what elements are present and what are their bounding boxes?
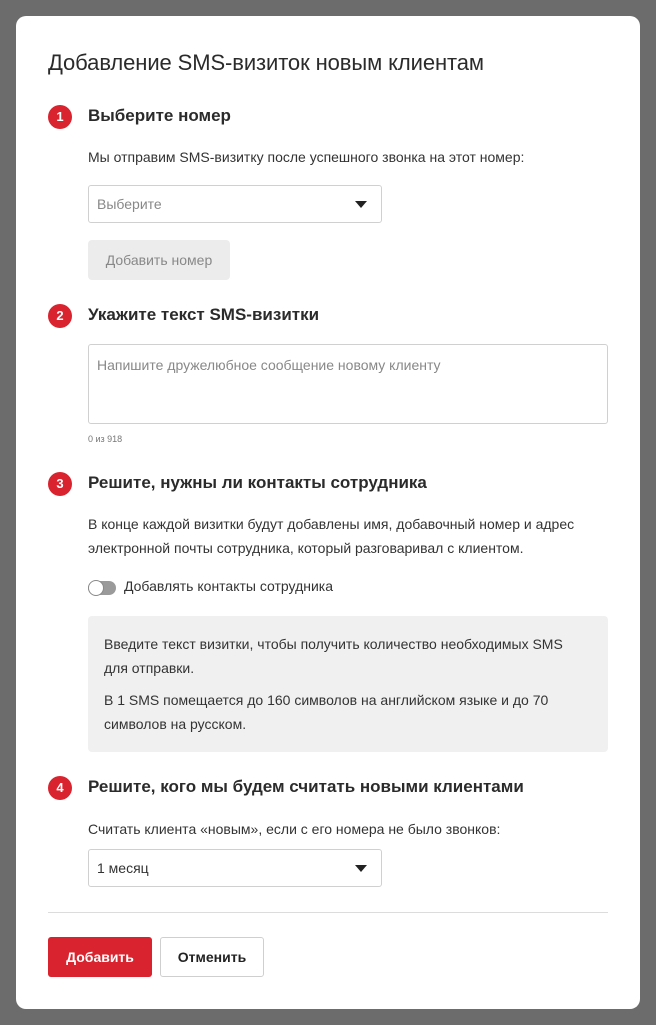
sms-info-box [88,616,608,752]
step-3-badge: 3 [48,472,72,496]
new-client-period-select[interactable] [88,849,382,887]
footer-divider [48,912,608,913]
step-1-badge: 1 [48,105,72,129]
phone-number-select-placeholder: Выберите [97,196,162,212]
character-counter: 0 из 918 [88,434,123,444]
caret-down-icon [355,865,367,872]
step-3-description-line-2: электронной почты сотрудника, который разговаривал с клиентом. [88,540,524,556]
step-4-title: Решите, кого мы будем считать новыми клиентами [88,777,524,796]
info-text-line-1: Введите текст визитки, чтобы получить количество необходимых SMS [104,636,563,652]
step-3-description-line-1: В конце каждой визитки будут добавлены имя, добавочный номер и адрес [88,516,575,532]
step-2-badge: 2 [48,304,72,328]
step-4-description: Считать клиента «новым», если с его номера не было звонков: [88,821,501,837]
step-4-badge: 4 [48,776,72,800]
sms-text-input[interactable] [88,344,608,424]
toggle-knob [88,580,104,596]
info-text-line-4: символов на русском. [104,716,247,732]
step-1-title: Выберите номер [88,106,231,125]
step-3-title: Решите, нужны ли контакты сотрудника [88,473,427,492]
dialog [16,16,640,1009]
employee-contacts-toggle[interactable] [88,581,116,595]
add-button[interactable]: Добавить [48,937,152,977]
phone-number-select[interactable] [88,185,382,223]
step-2-title: Укажите текст SMS-визитки [88,305,320,324]
dialog-title: Добавление SMS-визиток новым клиентам [48,50,484,75]
info-text-line-2: для отправки. [104,660,195,676]
step-1-description: Мы отправим SMS-визитку после успешного звонка на этот номер: [88,149,525,165]
info-text-line-3: В 1 SMS помещается до 160 символов на английском языке и до 70 [104,692,549,708]
employee-contacts-toggle-label[interactable]: Добавлять контакты сотрудника [124,578,334,594]
sms-text-placeholder: Напишите дружелюбное сообщение новому клиенту [97,357,441,373]
cancel-button[interactable]: Отменить [160,937,264,977]
new-client-period-value: 1 месяц [97,860,149,876]
caret-down-icon [355,201,367,208]
add-number-button[interactable]: Добавить номер [88,240,230,280]
